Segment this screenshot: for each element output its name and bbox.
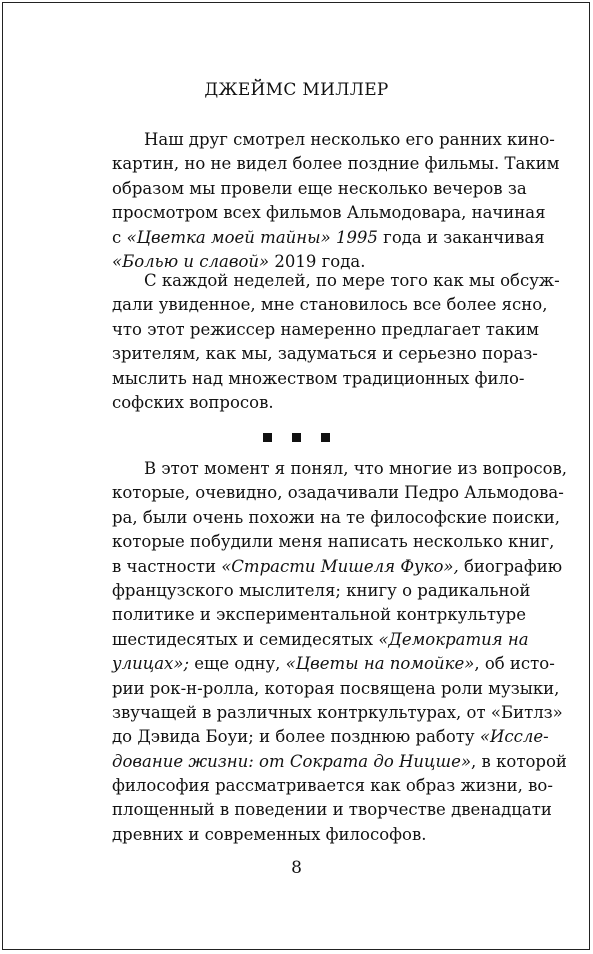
text-line [112,774,553,798]
text-line [112,530,555,554]
paragraph-3 [112,457,568,847]
text-run: которые побудили меня написать несколько книг, [112,532,555,552]
text-line [112,128,555,152]
text-line [112,269,560,293]
text-run: которые, очевидно, озадачивали Педро Альмодова- [112,483,564,503]
section-separator [0,433,593,442]
text-run: года и заканчивая [377,227,545,247]
text-line [112,725,549,749]
page-number: 8 [291,858,302,878]
text-line [112,177,527,201]
text-run: С каждой неделей, по мере того как мы обсуж- [144,271,560,290]
separator-dot [263,433,272,442]
italic-title: дование жизни: от Сократа до Ницше» [112,751,472,771]
text-line [112,555,563,579]
text-run: шестидесятых и семидесятых [112,629,379,649]
text-run: ра, были очень похожи на те философские поиски, [112,507,561,527]
text-line [112,226,545,250]
italic-title: «Демократия на [378,629,529,649]
text-run: просмотром всех фильмов Альмодовара, начиная [112,203,546,223]
text-line [112,579,531,603]
text-run: до Дэвида Боуи; и более позднюю работу [112,727,480,747]
text-line [112,823,510,847]
text-line [112,701,563,725]
text-line [112,457,568,481]
text-run: французского мыслителя; книгу о радикальной [112,580,531,600]
text-run: софских вопросов. [112,392,274,412]
text-run: , об исто- [474,654,555,674]
separator-dot [292,433,301,442]
text-run: мыслить над множеством традиционных фило- [112,368,525,388]
paragraph-1 [112,128,560,274]
italic-title: улицах»; [112,654,190,674]
text-run: биографию [458,556,563,576]
text-line [112,506,561,530]
text-line [112,152,560,176]
italic-title: «Страсти Мишеля Фуко», [221,556,459,576]
text-run: Наш друг смотрел несколько его ранних кино- [144,130,555,149]
italic-title: «Цветка моей тайны» 1995 [126,227,378,247]
text-run: с [112,227,127,247]
text-run: политике и экспериментальной контркультуре [112,605,526,625]
text-line [112,391,510,415]
text-line [112,293,548,317]
text-line [112,798,552,822]
text-line [112,318,539,342]
separator-dot [321,433,330,442]
text-line [112,628,529,652]
text-run: еще одну, [189,654,286,674]
text-line [112,367,525,391]
text-run: В этот момент я понял, что многие из вопросов, [144,459,568,478]
text-line [112,677,560,701]
italic-title: «Болью и славой» [112,251,270,271]
text-run: зрителям, как мы, задуматься и серьезно пораз- [112,344,538,364]
text-run: что этот режиссер намеренно предлагает таким [112,319,539,339]
text-line [112,342,538,366]
text-run: образом мы провели еще несколько вечеров за [112,178,527,198]
text-run: картин, но не видел более поздние фильмы. Таким [112,154,560,174]
text-run: в частности [112,556,222,576]
text-line [112,481,564,505]
text-run: звучащей в различных контркультурах, от «Битлз» [112,702,563,722]
text-run: дали увиденное, мне становилось все более ясно, [112,295,548,315]
text-run: философия рассматривается как образ жизни, во- [112,776,553,796]
running-head: ДЖЕЙМС МИЛЛЕР [204,80,389,100]
text-run: древних и современных философов. [112,824,427,844]
text-line [112,603,526,627]
text-line [112,750,567,774]
text-run: рии рок-н-ролла, которая посвящена роли музыки, [112,678,560,698]
italic-title: «Цветы на помойке» [285,654,475,674]
paragraph-2 [112,269,560,415]
text-line [112,201,546,225]
text-run: , в которой [471,751,567,771]
text-line [112,652,555,676]
text-run: 2019 года. [269,251,366,271]
text-run: площенный в поведении и творчестве двенадцати [112,800,552,820]
italic-title: «Иссле- [479,727,549,747]
